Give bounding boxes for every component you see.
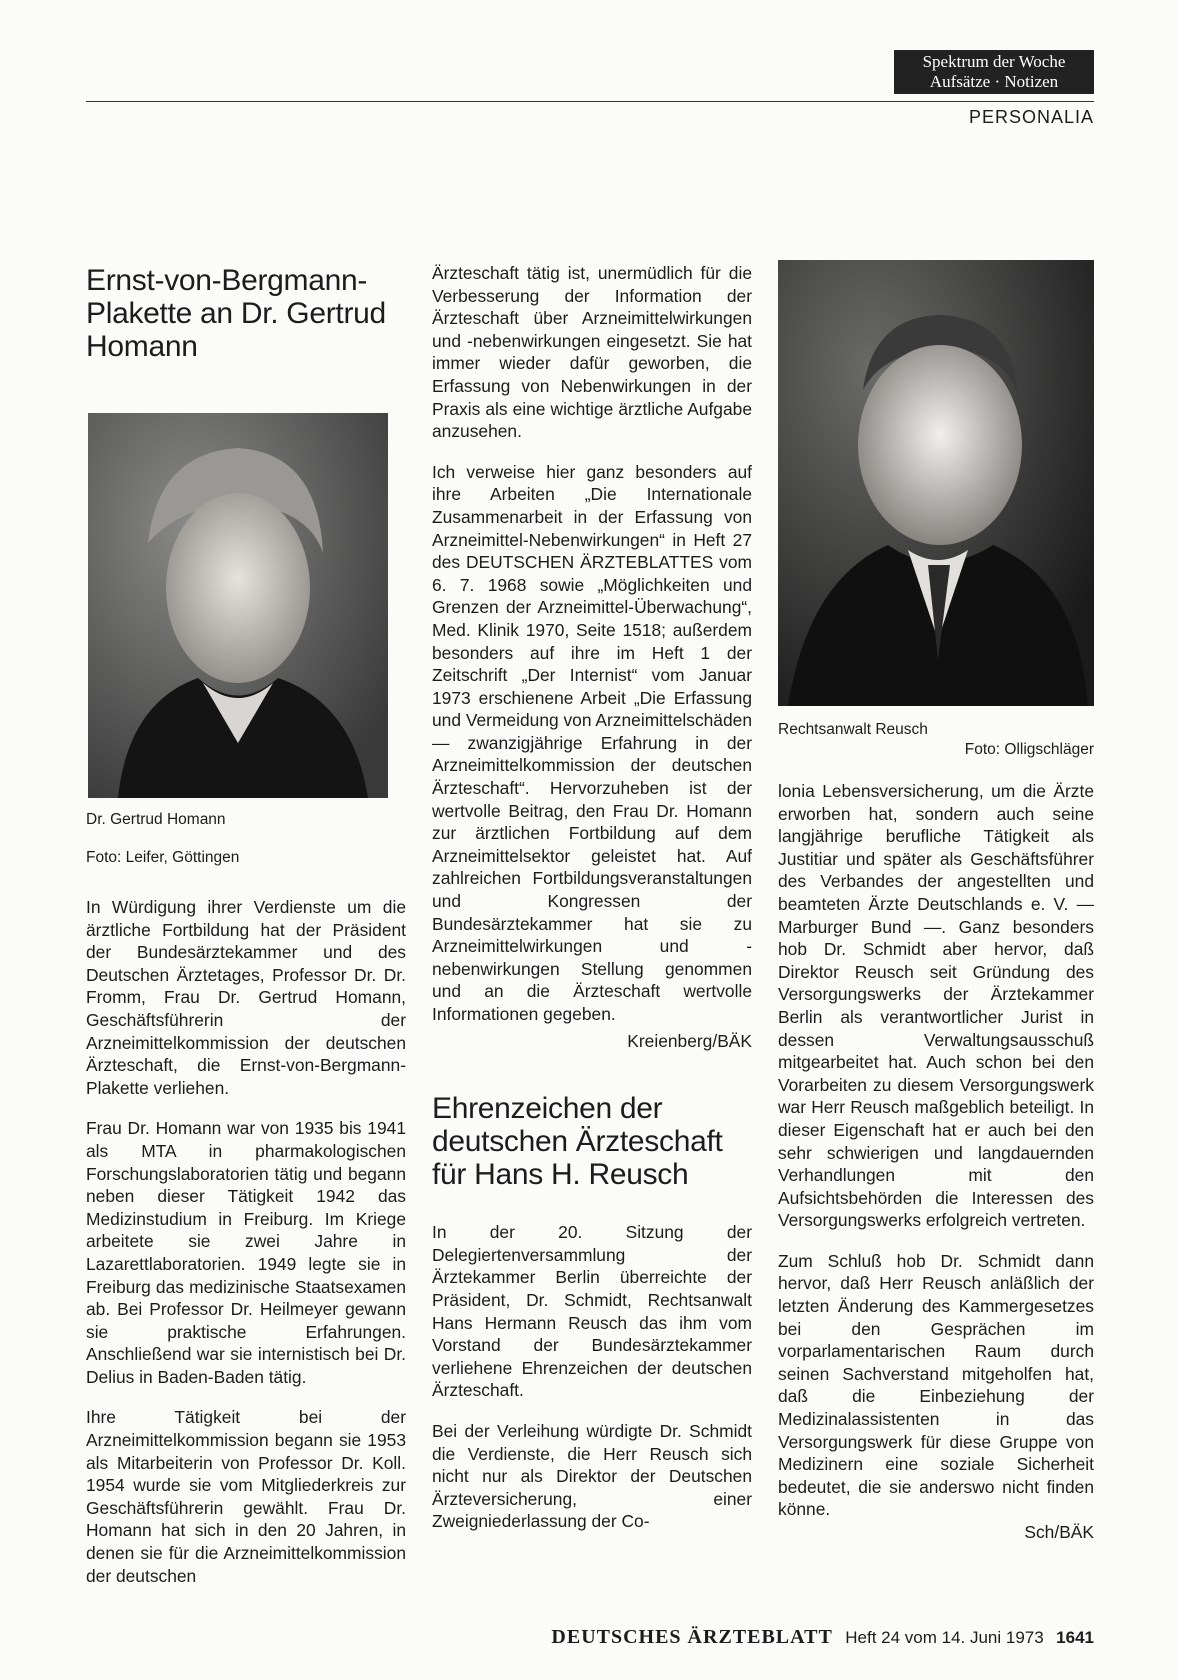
article1-signature: Kreienberg/BÄK [627,1030,752,1051]
article2-paragraph-1: In der 20. Sitzung der Delegiertenversammlung der Ärztekammer Berlin überreichte der Präsident, Dr. Schmidt, Rechtsanwalt Hans Hermann Reusch das ihm vom Vorstand der Bundesärztekammer verliehene Ehrenzeichen der deutschen Ärzteschaft. [432,1222,752,1401]
photo-credit-homann: Foto: Leifer, Göttingen [86,849,240,866]
section-label-box [894,50,1094,94]
article2-signature: Sch/BÄK [1024,1522,1094,1542]
article2-paragraph-4: Zum Schluß hob Dr. Schmidt dann hervor, daß Herr Reusch anläßlich der letzten Änderung des Kammergesetzes bei den Gesprächen im vorparlamentarischen Raum durch seinen Sachverstand mitgeholfen hat, daß die Einbeziehung der Medizinalassistenten in das Versorgungswerk für diese Gruppe von Medizinern eine soziale Sicherheit bedeutet, die sie anderswo nicht finden könne. [778,1250,1094,1520]
header-rule [86,101,1094,102]
article1-signature-row [432,1030,752,1053]
column-1 [86,264,406,1605]
article1-paragraph-2: Frau Dr. Homann war von 1935 bis 1941 als MTA in pharmakologischen Forschungslaboratorien tätig und begann neben dieser Tätigkeit 1942 das Medizinstudium in Freiburg. Im Kriege arbeitete sie zwei Jahre in Lazarettlaboratorien. 1949 legte sie in Freiburg das medizinische Staatsexamen ab. Bei Professor Dr. Heilmeyer gewann sie praktische Erfahrungen. Anschließend war sie internistisch bei Dr. Delius in Baden-Baden tätig. [86,1118,406,1387]
category-label: PERSONALIA [968,107,1094,127]
article1-paragraph-1: In Würdigung ihrer Verdienste um die ärztliche Fortbildung hat der Präsident der Bundesärztekammer und des Deutschen Ärztetages, Professor Dr. Dr. Fromm, Frau Dr. Gertrud Homann, Geschäftsführerin der Arzneimittelkommission der deutschen Ärzteschaft, die Ernst-von-Bergmann-Plakette verliehen. [86,897,406,1098]
section-label-line1: Spektrum der Woche [922,52,1066,71]
article1-paragraph-5: Ich verweise hier ganz besonders auf ihre Arbeiten „Die Internationale Zusammenarbeit in der Erfassung von Arzneimittel-Nebenwirkungen“ in Heft 27 des DEUTSCHEN ÄRZTEBLATTES vom 6. 7. 1968 sowie „Möglichkeiten und Grenzen der Arzneimittel-Überwachung“, Med. Klinik 1970, Seite 1518; außerdem besonders auf ihre im Heft 1 der Zeitschrift „Der Internist“ vom Januar 1973 erschienene Arbeit „Die Erfassung und Vermeidung von Arzneimittelschäden — zwanzigjährige Erfahrung in der Arzneimittelkommission der deutschen Ärzteschaft“. Hervorzuheben ist der wertvolle Beitrag, den Frau Dr. Homann zur ärztlichen Fortbildung auf dem Arzneimittelsektor geleistet hat. Auf zahlreichen Fortbildungsveranstaltungen und Kongressen der Bundesärztekammer hat sie zu Arzneimittelwirkungen und -nebenwirkungen Stellung genommen und an die Ärzteschaft wertvolle Informationen gegeben. [432,461,752,1024]
portrait-homann-image [88,413,388,798]
section-label-line2: Aufsätze · Notizen [929,72,1059,91]
article1-title: Ernst-von-Bergmann-Plakette an Dr. Gertrud Homann [86,264,386,363]
column-2 [432,262,752,1551]
photo-caption-block-reusch [778,720,1094,760]
article2-paragraph-2: Bei der Verleihung würdigte Dr. Schmidt die Verdienste, die Herr Reusch sich nicht nur als Direktor der Deutschen Ärzteversicherung, einer Zweigniederlassung der Co- [432,1420,752,1532]
photo-credit-reusch: Foto: Olligschläger [964,741,1094,758]
photo-caption-homann: Dr. Gertrud Homann [86,811,226,828]
portrait-photo-reusch [778,260,1094,706]
article2-paragraph-3: lonia Lebensversicherung, um die Ärzte erworben hat, sondern auch seine langjährige berufliche Tätigkeit als Justitiar und später als Geschäftsführer des Verbandes der angestellten und beamteten Ärzte Deutschlands e. V. — Marburger Bund —. Ganz besonders hob Dr. Schmidt aber hervor, daß Direktor Reusch seit Gründung des Versorgungswerks der Ärztekammer Berlin als verantwortlicher Jurist in dessen Verwaltungsausschuß mitgearbeitet hat. Auch schon bei den Vorarbeiten zu diesem Versorgungswerk war Herr Reusch maßgeblich beteiligt. In dieser Eigenschaft hat er auch bei den sehr schwierigen und langdauernden Verhandlungen mit den Aufsichtsbehörden die Interessen des Versorgungswerks erfolgreich vertreten. [778,781,1094,1231]
footer-page-number: 1641 [1056,1628,1094,1647]
footer-magazine: DEUTSCHES ÄRZTEBLATT [551,1626,833,1648]
portrait-photo-homann [88,413,388,798]
article1-paragraph-3: Ihre Tätigkeit bei der Arzneimittelkommission begann sie 1953 als Mitarbeiterin von Professor Dr. Koll. 1954 wurde sie vom Mitgliederkreis zur Geschäftsführerin gewählt. Frau Dr. Homann hat sich in den 20 Jahren, in denen sie für die Arzneimittelkommission der deutschen [86,1407,406,1586]
column-3 [778,780,1094,1544]
footer-issue: Heft 24 vom 14. Juni 1973 [845,1628,1044,1647]
portrait-reusch-image [778,260,1094,706]
photo-caption-reusch: Rechtsanwalt Reusch [778,721,928,738]
article2-signature-row [778,1521,1094,1544]
page-footer [480,1626,1094,1649]
article1-paragraph-4: Ärzteschaft tätig ist, unermüdlich für die Verbesserung der Information der Ärzteschaft über Arzneimittelwirkungen und -nebenwirkungen eingesetzt. Sie hat immer wieder dafür geworben, die Erfassung von Nebenwirkungen in der Praxis als eine wichtige ärztliche Aufgabe anzusehen. [432,263,752,442]
article2-title: Ehrenzeichen der deutschen Ärzteschaft für Hans H. Reusch [432,1092,723,1192]
